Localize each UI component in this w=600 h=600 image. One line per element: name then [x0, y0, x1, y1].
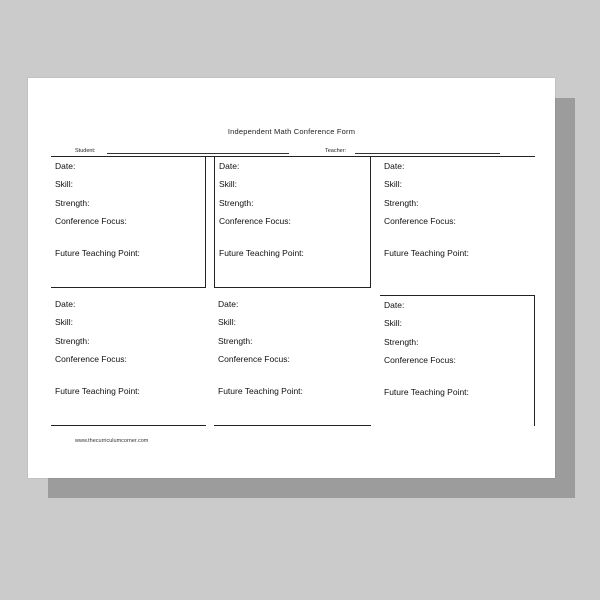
- future-teaching-point-label: Future Teaching Point:: [218, 386, 303, 396]
- future-teaching-point-label: Future Teaching Point:: [219, 248, 304, 258]
- date-label: Date:: [219, 161, 240, 171]
- future-teaching-point-label: Future Teaching Point:: [384, 387, 469, 397]
- conference-focus-label: Conference Focus:: [218, 354, 290, 364]
- future-teaching-point-label: Future Teaching Point:: [55, 386, 140, 396]
- conference-focus-label: Conference Focus:: [55, 354, 127, 364]
- strength-label: Strength:: [384, 198, 419, 208]
- skill-label: Skill:: [384, 179, 402, 189]
- footer-url: www.thecurriculumcorner.com: [75, 438, 149, 444]
- skill-label: Skill:: [219, 179, 237, 189]
- date-label: Date:: [218, 299, 239, 309]
- conference-focus-label: Conference Focus:: [219, 216, 291, 226]
- form-sheet: [28, 78, 555, 478]
- date-label: Date:: [55, 161, 76, 171]
- conference-box: [380, 157, 535, 288]
- date-label: Date:: [384, 300, 405, 310]
- conference-focus-label: Conference Focus:: [384, 355, 456, 365]
- student-field[interactable]: [75, 145, 289, 154]
- conference-box: [380, 295, 535, 426]
- strength-label: Strength:: [219, 198, 254, 208]
- skill-label: Skill:: [384, 318, 402, 328]
- teacher-label: Teacher:: [325, 148, 347, 154]
- strength-label: Strength:: [218, 336, 253, 346]
- student-label: Student:: [75, 148, 96, 154]
- future-teaching-point-label: Future Teaching Point:: [55, 248, 140, 258]
- date-label: Date:: [55, 299, 76, 309]
- conference-box: [214, 157, 371, 288]
- strength-label: Strength:: [384, 337, 419, 347]
- date-label: Date:: [384, 161, 405, 171]
- skill-label: Skill:: [55, 179, 73, 189]
- conference-box: [51, 157, 206, 288]
- future-teaching-point-label: Future Teaching Point:: [384, 248, 469, 258]
- teacher-field[interactable]: [325, 145, 500, 154]
- form-title: Independent Math Conference Form: [227, 127, 356, 136]
- conference-focus-label: Conference Focus:: [384, 216, 456, 226]
- strength-label: Strength:: [55, 198, 90, 208]
- strength-label: Strength:: [55, 336, 90, 346]
- conference-box: [51, 295, 206, 426]
- teacher-line[interactable]: [355, 153, 500, 154]
- conference-box: [214, 295, 371, 426]
- student-line[interactable]: [107, 153, 289, 154]
- conference-focus-label: Conference Focus:: [55, 216, 127, 226]
- skill-label: Skill:: [218, 317, 236, 327]
- skill-label: Skill:: [55, 317, 73, 327]
